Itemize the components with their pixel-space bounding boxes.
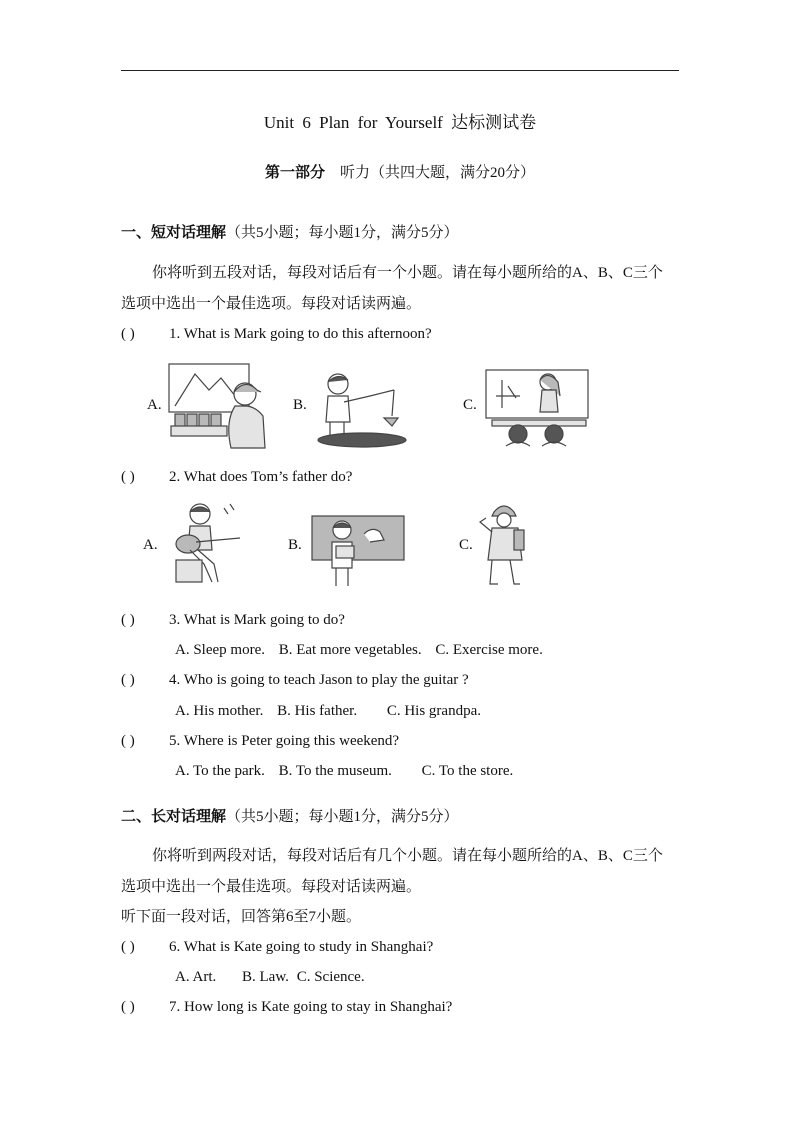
answer-blank[interactable]: ( )	[121, 469, 135, 485]
q2-option-c-label: C.	[459, 537, 473, 553]
section-2-heading	[121, 805, 459, 826]
part-description: 听力（共四大题，满分20分）	[340, 165, 536, 181]
option-a[interactable]: A. Sleep more.	[175, 642, 265, 658]
fishing-boy-icon[interactable]	[314, 370, 410, 448]
answer-blank[interactable]: ( )	[121, 326, 135, 342]
question-3	[121, 612, 345, 629]
answer-blank[interactable]: ( )	[121, 999, 135, 1015]
question-text: 3. What is Mark going to do?	[169, 612, 345, 628]
question-text: 4. Who is going to teach Jason to play the guitar ?	[169, 672, 469, 688]
question-text: 1. What is Mark going to do this afternoon?	[169, 326, 432, 342]
part-name: 第一部分	[264, 165, 325, 181]
question-5-options	[175, 763, 523, 780]
question-text: 2. What does Tom’s father do?	[169, 469, 353, 485]
question-2	[121, 469, 352, 486]
question-6-options	[175, 969, 375, 986]
question-3-options	[175, 642, 553, 659]
answer-blank[interactable]: ( )	[121, 612, 135, 628]
option-c[interactable]: C. To the store.	[421, 763, 514, 779]
q1-option-c-label: C.	[463, 397, 477, 413]
page-title: Unit 6 Plan for Yourself 达标测试卷	[263, 113, 537, 132]
section-1-instruction-line-2: 选项中选出一个最佳选项。每段对话读两遍。	[121, 296, 422, 312]
top-rule	[121, 70, 679, 71]
section-2-title: 二、长对话理解	[121, 809, 227, 825]
section-2-instruction-line-1: 你将听到两段对话，每段对话后有几个小题。请在每小题所给的A、B、C三个	[152, 848, 663, 864]
option-b[interactable]: B. Law.	[242, 969, 289, 985]
option-c[interactable]: C. His grandpa.	[386, 703, 481, 719]
question-text: 6. What is Kate going to study in Shanghai?	[169, 939, 434, 955]
option-a[interactable]: A. To the park.	[175, 763, 265, 779]
q2-option-a-label: A.	[143, 537, 158, 553]
section-1-note: （共5小题；每小题1分，满分5分）	[226, 225, 459, 241]
section-1-title: 一、短对话理解	[121, 225, 227, 241]
answer-blank[interactable]: ( )	[121, 939, 135, 955]
question-text: 5. Where is Peter going this weekend?	[169, 733, 400, 749]
option-c[interactable]: C. Science.	[296, 969, 365, 985]
guitar-player-icon[interactable]	[168, 500, 246, 588]
q1-option-a-label: A.	[147, 397, 162, 413]
section-2-instruction-line-2: 选项中选出一个最佳选项。每段对话读两遍。	[121, 879, 422, 895]
question-text: 7. How long is Kate going to stay in Shanghai?	[169, 999, 453, 1015]
option-b[interactable]: B. Eat more vegetables.	[278, 642, 422, 658]
question-5	[121, 733, 399, 750]
reader-blackboard-icon[interactable]	[310, 514, 406, 588]
firefighter-icon[interactable]	[478, 500, 538, 590]
q1-option-b-label: B.	[293, 397, 307, 413]
section-1-heading	[121, 221, 459, 242]
question-6	[121, 939, 433, 956]
teacher-classroom-icon[interactable]	[484, 368, 590, 446]
option-c[interactable]: C. Exercise more.	[435, 642, 543, 658]
question-1	[121, 326, 432, 343]
question-4	[121, 672, 469, 689]
question-4-options	[175, 703, 491, 720]
q2-option-b-label: B.	[288, 537, 302, 553]
option-a[interactable]: A. His mother.	[175, 703, 264, 719]
answer-blank[interactable]: ( )	[121, 672, 135, 688]
section-1-instruction-line-1: 你将听到五段对话，每段对话后有一个小题。请在每小题所给的A、B、C三个	[152, 265, 663, 281]
section-2-instruction-line-3: 听下面一段对话，回答第6至7小题。	[121, 909, 362, 925]
option-b[interactable]: B. To the museum.	[278, 763, 392, 779]
movie-audience-icon[interactable]	[165, 362, 269, 450]
answer-blank[interactable]: ( )	[121, 733, 135, 749]
part-subtitle	[0, 161, 800, 182]
section-2-note: （共5小题；每小题1分，满分5分）	[226, 809, 459, 825]
option-a[interactable]: A. Art.	[175, 969, 217, 985]
option-b[interactable]: B. His father.	[277, 703, 358, 719]
question-7	[121, 999, 452, 1016]
